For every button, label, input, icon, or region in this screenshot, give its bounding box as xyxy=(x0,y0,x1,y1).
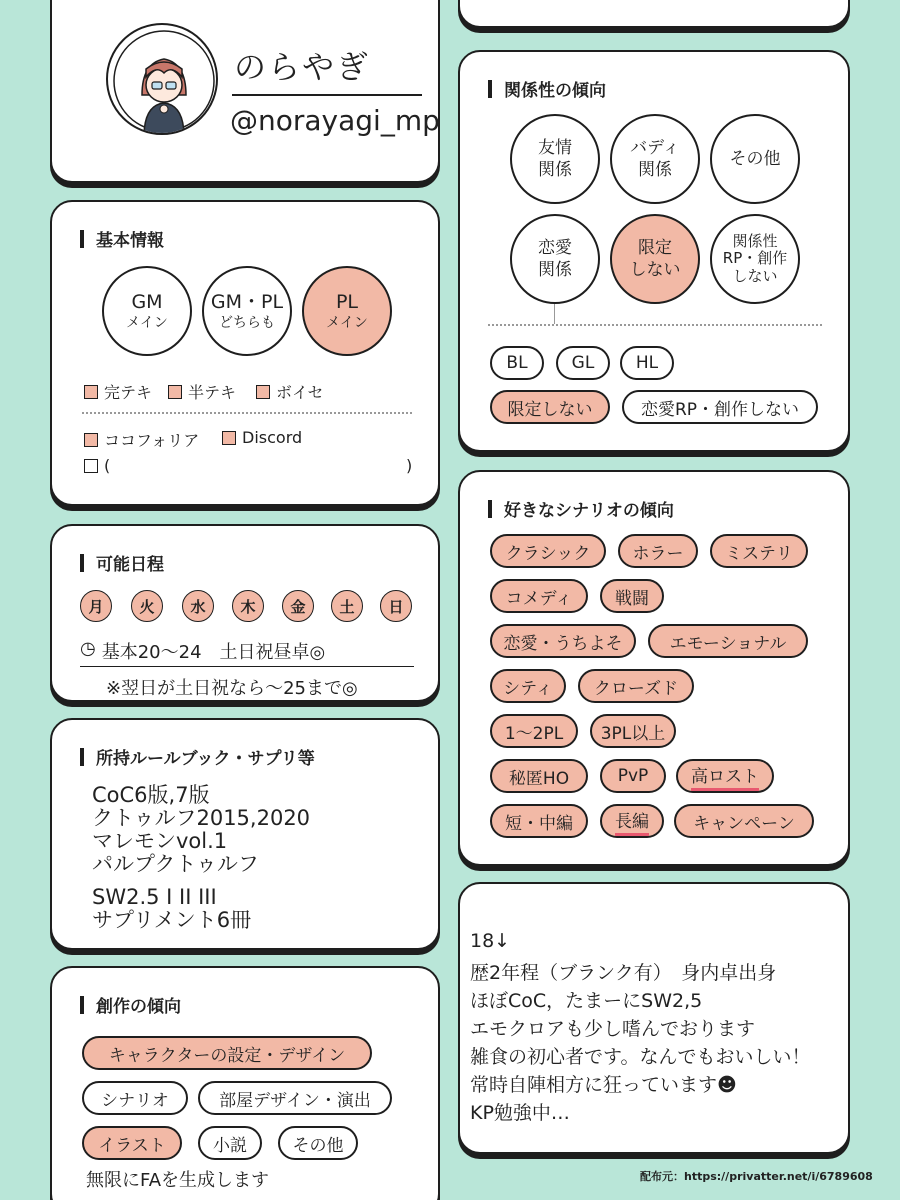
day-wed: 水 xyxy=(182,590,214,622)
clock-icon: ◷ xyxy=(80,638,96,659)
tag-emotional: エモーショナル xyxy=(648,624,808,658)
creative-title: 創作の傾向 xyxy=(80,992,181,1017)
tool-other-close: ) xyxy=(406,456,413,475)
rel-romance: 恋愛 関係 xyxy=(510,214,600,304)
tag-campaign: キャンペーン xyxy=(674,804,814,838)
rel-unlimited: 限定 しない xyxy=(610,214,700,304)
scenario-title: 好きなシナリオの傾向 xyxy=(488,496,674,521)
tag-classic: クラシック xyxy=(490,534,606,568)
schedule-divider xyxy=(80,666,414,667)
style-hanteki: 半テキ xyxy=(168,380,236,403)
tool-other: ( xyxy=(84,456,110,475)
style-voice: ボイセ xyxy=(256,380,324,403)
divider xyxy=(488,324,822,326)
free-text-card xyxy=(458,882,850,1154)
day-sun: 日 xyxy=(380,590,412,622)
schedule-card xyxy=(50,524,440,702)
rulebooks-card xyxy=(50,718,440,950)
tag-battle: 戦闘 xyxy=(600,579,664,613)
day-tue: 火 xyxy=(131,590,163,622)
avatar-illustration xyxy=(108,25,218,135)
free-line: ほぼCoC，たまーにSW2,5 xyxy=(470,990,703,1012)
connector-line xyxy=(554,304,555,324)
style-kanteki: 完テキ xyxy=(84,380,152,403)
checkbox-icon xyxy=(168,385,182,399)
profile-handle[interactable]: @norayagi_mp xyxy=(230,104,440,137)
scenario-card xyxy=(458,470,850,866)
creative-card xyxy=(50,966,440,1200)
rulebook-line: クトゥルフ2015,2020 xyxy=(92,806,311,830)
role-gm-pl-both: GM・PL どちらも xyxy=(202,266,292,356)
tag-secret-ho: 秘匿HO xyxy=(490,759,588,793)
tag-novel: 小説 xyxy=(198,1126,262,1160)
tag-scenario: シナリオ xyxy=(82,1081,188,1115)
credit-text[interactable]: 配布元：https://privatter.net/i/6789608 xyxy=(640,1170,873,1183)
role-gm-main: GM メイン xyxy=(102,266,192,356)
tag-bl: BL xyxy=(490,346,544,380)
checkbox-icon xyxy=(84,385,98,399)
tag-character-design: キャラクターの設定・デザイン xyxy=(82,1036,372,1070)
rel-buddy: バディ 関係 xyxy=(610,114,700,204)
tag-3pl-plus: 3PL以上 xyxy=(590,714,676,748)
tool-discord: Discord xyxy=(222,428,302,447)
name-divider xyxy=(232,94,422,96)
tag-comedy: コメディ xyxy=(490,579,588,613)
avatar xyxy=(106,23,218,135)
rulebook-line: マレモンvol.1 xyxy=(92,829,228,853)
tag-romance: 恋愛・うちよそ xyxy=(490,624,636,658)
checkbox-icon xyxy=(256,385,270,399)
profile-card xyxy=(50,0,440,183)
rulebook-line: SW2.5 I II III xyxy=(92,885,217,909)
rulebooks-title: 所持ルールブック・サプリ等 xyxy=(80,744,315,769)
basic-info-card xyxy=(50,200,440,506)
rulebook-line: サプリメント6冊 xyxy=(92,908,252,932)
relationship-card xyxy=(458,50,850,452)
rel-friendship: 友情 関係 xyxy=(510,114,600,204)
checkbox-icon xyxy=(222,431,236,445)
free-line: KP勉強中… xyxy=(470,1102,570,1124)
tag-gl: GL xyxy=(556,346,610,380)
tag-illust: イラスト xyxy=(82,1126,182,1160)
schedule-note: ※翌日が土日祝なら〜25まで◎ xyxy=(106,678,358,699)
role-pl-main: PL メイン xyxy=(302,266,392,356)
rulebook-line: CoC6版,7版 xyxy=(92,783,210,807)
top-stub-card xyxy=(458,0,850,28)
free-line: 雑食の初心者です。なんでもおいしい！ xyxy=(470,1046,811,1068)
tag-high-lost: 高ロスト xyxy=(676,759,774,793)
tag-short-mid: 短・中編 xyxy=(490,804,588,838)
tag-mystery: ミステリ xyxy=(710,534,808,568)
tag-horror: ホラー xyxy=(618,534,698,568)
tag-1-2pl: 1〜2PL xyxy=(490,714,578,748)
tag-closed: クローズド xyxy=(578,669,694,703)
tool-cocofolia: ココフォリア xyxy=(84,428,199,451)
schedule-title: 可能日程 xyxy=(80,550,164,575)
profile-name: のらやぎ xyxy=(234,48,371,86)
tag-unlimited: 限定しない xyxy=(490,390,610,424)
rulebook-line: パルプクトゥルフ xyxy=(92,852,259,876)
tag-no-romance-rp: 恋愛RP・創作しない xyxy=(622,390,818,424)
free-line: 18↓ xyxy=(470,930,511,952)
rel-other: その他 xyxy=(710,114,800,204)
relationship-title: 関係性の傾向 xyxy=(488,76,606,101)
schedule-time: ◷ 基本20〜24 土日祝昼卓◎ xyxy=(80,638,326,663)
day-thu: 木 xyxy=(232,590,264,622)
basic-info-title: 基本情報 xyxy=(80,226,164,251)
checkbox-icon xyxy=(84,459,98,473)
rel-none: 関係性 RP・創作 しない xyxy=(710,214,800,304)
tag-city: シティ xyxy=(490,669,566,703)
creative-note: 無限にFAを生成します xyxy=(86,1170,270,1191)
checkbox-icon xyxy=(84,433,98,447)
tag-room-design: 部屋デザイン・演出 xyxy=(198,1081,392,1115)
day-mon: 月 xyxy=(80,590,112,622)
free-line: 常時自陣相方に狂っています☻ xyxy=(470,1074,737,1096)
day-sat: 土 xyxy=(331,590,363,622)
free-line: 歴2年程（ブランク有） 身内卓出身 xyxy=(470,962,777,984)
tag-other: その他 xyxy=(278,1126,358,1160)
tag-hl: HL xyxy=(620,346,674,380)
day-fri: 金 xyxy=(282,590,314,622)
tag-long: 長編 xyxy=(600,804,664,838)
tag-pvp: PvP xyxy=(600,759,666,793)
free-line: エモクロアも少し嗜んでおります xyxy=(470,1018,756,1040)
divider xyxy=(82,412,412,414)
